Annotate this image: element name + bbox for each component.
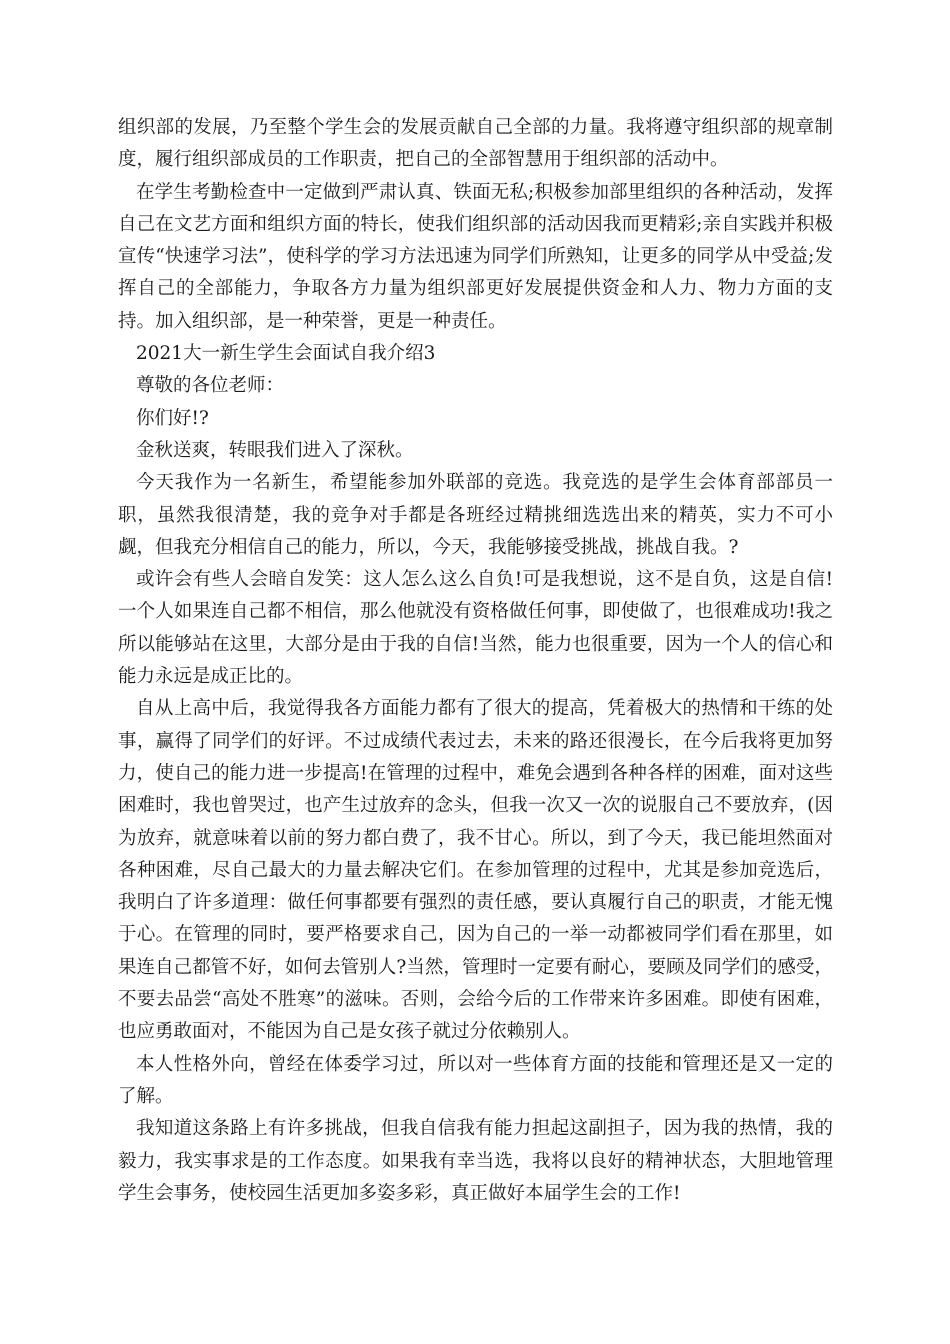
section-heading: 2021大一新生学生会面试自我介绍3 <box>136 343 436 365</box>
salutation: 尊敬的各位老师： <box>136 375 285 397</box>
paragraph: 本人性格外向，曾经在体委学习过，所以对一些体育方面的技能和管理还是又一定的了解。 <box>118 1053 833 1107</box>
paragraph: 我知道这条路上有许多挑战，但我自信我有能力担起这副担子，因为我的热情，我的毅力，我实事求是的工作态度。如果我有幸当选，我将以良好的精神状态，大胆地管理学生会事务，使校园生活更加多姿多彩，真正做好本届学生会的工作! <box>118 1118 833 1204</box>
document-body <box>118 112 833 1210</box>
paragraph: 自从上高中后，我觉得我各方面能力都有了很大的提高，凭着极大的热情和干练的处事，赢得了同学们的好评。不过成绩代表过去，未来的路还很漫长，在今后我将更加努力，使自己的能力进一步提高!在管理的过程中，难免会遇到各种各样的困难，面对这些困难时，我也曾哭过，也产生过放弃的念头，但我一次又一次的说服自己不要放弃，(因为放弃，就意味着以前的努力都白费了，我不甘心。所以，到了今天，我已能坦然面对各种困难，尽自己最大的力量去解决它们。在参加管理的过程中，尤其是参加竞选后，我明白了许多道理：做任何事都要有强烈的责任感，要认真履行自己的职责，才能无愧于心。在管理的同时，要严格要求自己，因为自己的一举一动都被同学们看在那里，如果连自己都管不好，如何去管别人?当然，管理时一定要有耐心，要顾及同学们的感受，不要去品尝“高处不胜寒”的滋味。否则，会给今后的工作带来许多困难。即使有困难，也应勇敢面对，不能因为自己是女孩子就过分依赖别人。 <box>118 698 833 1043</box>
greeting: 你们好!? <box>136 407 209 429</box>
paragraph: 在学生考勤检查中一定做到严肃认真、铁面无私;积极参加部里组织的各种活动，发挥自己在文艺方面和组织方面的特长，使我们组织部的活动因我而更精彩;亲自实践并积极宣传“快速学习法”，使科学的学习方法迅速为同学们所熟知，让更多的同学从中受益;发挥自己的全部能力，争取各方力量为组织部更好发展提供资金和人力、物力方面的支持。加入组织部，是一种荣誉，更是一种责任。 <box>118 181 833 332</box>
paragraph: 金秋送爽，转眼我们进入了深秋。 <box>136 439 414 461</box>
paragraph: 今天我作为一名新生，希望能参加外联部的竞选。我竞选的是学生会体育部部员一职，虽然我很清楚，我的竞争对手都是各班经过精挑细选选出来的精英，实力不可小觑，但我充分相信自己的能力，所以，今天，我能够接受挑战，挑战自我。? <box>118 472 833 558</box>
paragraph-continuation: 组织部的发展，乃至整个学生会的发展贡献自己全部的力量。我将遵守组织部的规章制度，履行组织部成员的工作职责，把自己的全部智慧用于组织部的活动中。 <box>118 117 833 171</box>
paragraph: 或许会有些人会暗自发笑：这人怎么这么自负!可是我想说，这不是自负，这是自信!一个人如果连自己都不相信，那么他就没有资格做任何事，即使做了，也很难成功!我之所以能够站在这里，大部分是由于我的自信!当然，能力也很重要，因为一个人的信心和能力永远是成正比的。 <box>118 569 833 688</box>
